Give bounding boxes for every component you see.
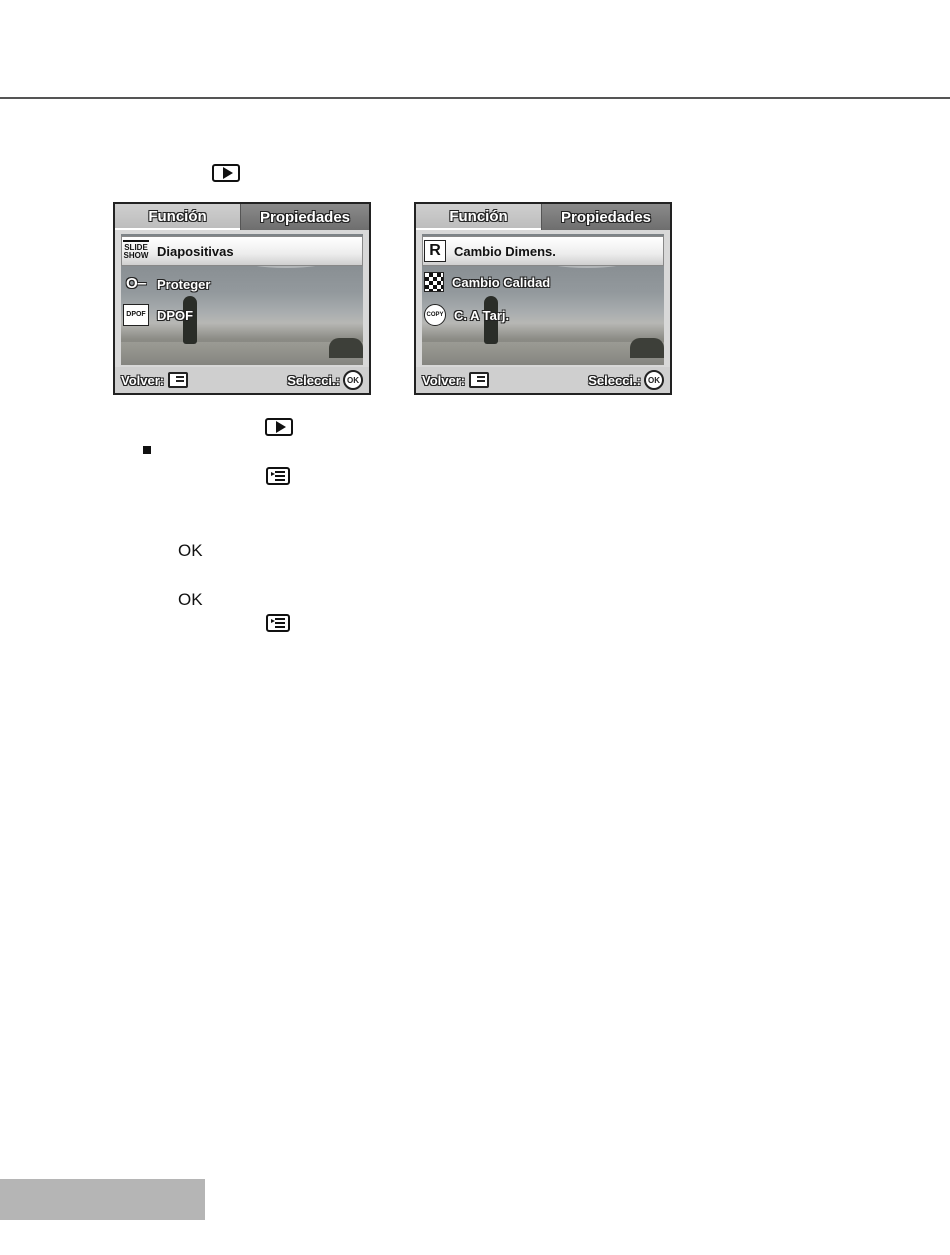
back-hint [121,371,188,389]
menu-item-cambio-dimens[interactable] [424,236,556,266]
ok-button-icon: OK [343,370,363,390]
menu-item-label: Proteger [157,276,211,292]
page-footer-tab [0,1179,205,1220]
key-icon: O‒ [125,275,146,292]
screen-2-footer [416,367,670,393]
dpof-icon: DPOF [123,304,149,326]
tab-funcion[interactable]: Función [416,204,541,230]
copy-icon: COPY [424,304,446,326]
playback-icon [265,418,293,436]
slide-show-icon: SLIDE SHOW [123,240,149,262]
menu-item-label: Cambio Calidad [452,274,551,290]
playback-icon [212,164,240,182]
screen-1-tabs [115,204,369,230]
camera-screen-1 [113,202,371,395]
menu-item-label: DPOF [157,307,194,323]
menu-icon [266,467,290,485]
ok-button-icon: OK [644,370,664,390]
menu-item-c-a-tarj[interactable] [424,300,509,330]
camera-screen-2 [414,202,672,395]
header-rule [0,97,950,99]
select-label: Selecci.: [588,372,641,388]
back-label: Volver: [121,372,165,388]
select-hint [588,371,664,389]
menu-item-label: Diapositivas [157,243,234,259]
menu-item-cambio-calidad[interactable] [424,267,550,297]
tab-propiedades[interactable]: Propiedades [240,204,369,230]
ok-label-1: OK [178,541,203,560]
screen-2-tabs [416,204,670,230]
menu-item-proteger[interactable] [123,269,210,299]
back-label: Volver: [422,372,466,388]
tab-funcion[interactable]: Función [115,204,240,230]
tab-propiedades[interactable]: Propiedades [541,204,670,230]
menu-icon [266,614,290,632]
menu-item-diapositivas[interactable] [123,236,234,266]
menu-item-label: C. A Tarj. [454,307,510,323]
ok-label-2: OK [178,590,203,609]
screen-1-footer [115,367,369,393]
select-hint [287,371,363,389]
menu-item-label: Cambio Dimens. [454,243,556,259]
quality-icon [424,272,444,292]
resize-icon: R [424,240,446,262]
select-label: Selecci.: [287,372,340,388]
menu-item-dpof[interactable] [123,300,193,330]
menu-button-icon [168,372,188,388]
menu-button-icon [469,372,489,388]
square-bullet [143,446,151,454]
back-hint [422,371,489,389]
